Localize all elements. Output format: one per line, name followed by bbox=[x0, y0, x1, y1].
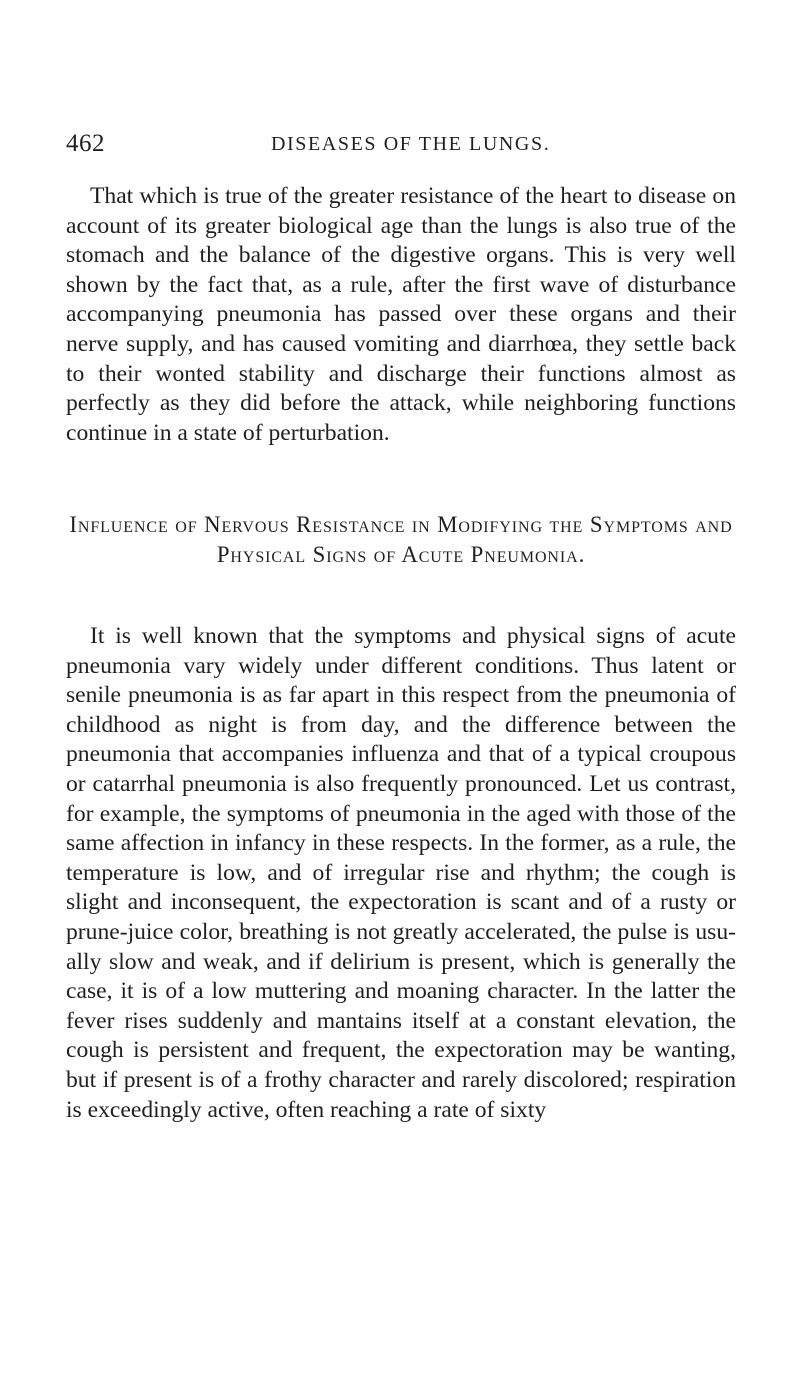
page-number: 462 bbox=[66, 130, 105, 157]
body-paragraph: It is well known that the symptoms and physical signs of acute pneumonia vary widely under different conditions. Thus latent or senile pneumonia is as far apart in this respect from the pneumonia of childhood as night is from day, and the difference between the pneumonia that accompanies influenza and that of a typical croupous or catarrhal pneumonia is also frequently pronounced. Let us contrast, for example, the symptoms of pneumonia in the aged with those of the same affection in infancy in these respects. In the former, as a rule, the temperature is low, and of irregular rise and rhythm; the cough is slight and inconsequent, the expectoration is scant and of a rusty or prune-juice color, breathing is not greatly accelerated, the pulse is usually slow and weak, and if delirium is present, which is generally the case, it is of a low muttering and moaning character. In the latter the fever rises suddenly and mantains itself at a constant elevation, the cough is persistent and frequent, the expectoration may be wanting, but if present is of a frothy character and rarely discolored; respiration is exceedingly active, often reaching a rate of sixty bbox=[66, 623, 736, 1123]
body-paragraph: That which is true of the greater resistance of the heart to disease on account of its greater biological age than the lungs is also true of the stomach and the balance of the digestive organs. This is very well shown by the fact that, as a rule, after the first wave of disturbance accompanying pneumonia has passed over these organs and their nerve supply, and has caused vomiting and diarrhœa, they settle back to their wonted stability and discharge their functions almost as perfectly as they did before the attack, while neighboring functions continue in a state of perturbation. bbox=[66, 183, 736, 446]
section-heading: Influence of Nervous Resistance in Modifying the Symptoms and Physical Signs of Acute Pneumonia. bbox=[69, 512, 733, 567]
running-head bbox=[66, 128, 736, 160]
running-title: DISEASES OF THE LUNGS. bbox=[271, 133, 551, 155]
